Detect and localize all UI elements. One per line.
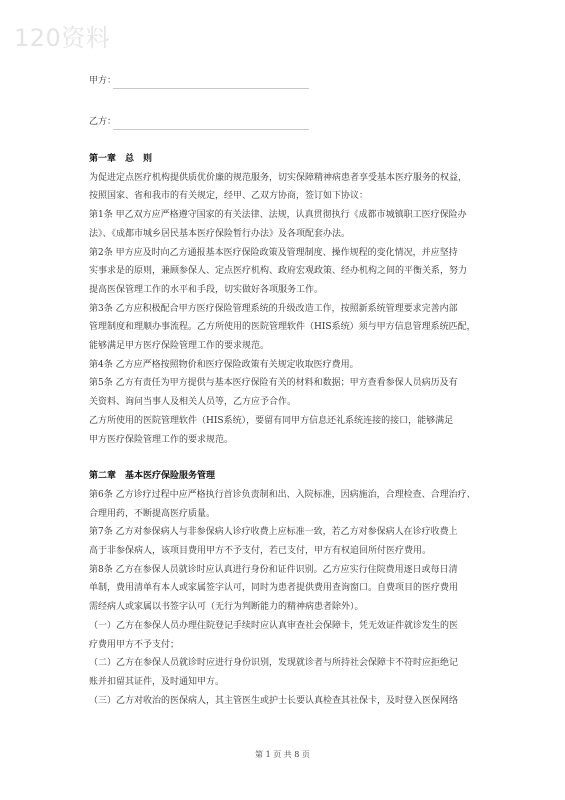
chapter2-paragraph: （三）乙方对收治的医保病人，其主管医生或护士长要认真检查其社保卡，及时登入医保网络 (89, 695, 459, 706)
page-number: 第 1 页 共 8 页 (255, 750, 310, 759)
chapter1-paragraph: 第3条 乙方应积极配合甲方医疗保险管理系统的升级改造工作，按照新系统管理要求完善内部 管理制度和理顺办事流程。乙方所使用的医院管理软件（HIS系统）须与甲方信息管理系统匹配， 能够满足甲方医疗保险管理工作的要求规范。 (89, 303, 476, 352)
chapter2-paragraph: 第6条 乙方诊疗过程中应严格执行首诊负责制和出、入院标准，因病施治，合理检查、合理治疗、 合理用药，不断提高医疗质量。 (89, 489, 476, 519)
watermark-logo: 120资料 (14, 24, 111, 52)
chapter1-paragraph: 第1条 甲乙双方应严格遵守国家的有关法律、法规，认真贯彻执行《成都市城镇职工医疗保险办 法》、《成都市城乡居民基本医疗保险暂行办法》及各项配套办法。 (89, 210, 467, 239)
chapter1-paragraph: 第5条 乙方有责任为甲方提供与基本医疗保险有关的材料和数据；甲方查看参保人员病历及有 关资料、询问当事人及相关人员等，乙方应予合作。 (89, 378, 458, 408)
party-b-underline (113, 129, 309, 130)
party-b-field (89, 114, 309, 127)
chapter1-paragraph: 第2条 甲方应及时向乙方通报基本医疗保险政策及管理制度、操作规程的变化情况，并应坚持 实事求是的原则，兼顾参保人、定点医疗机构、政府宏观政策、经办机构之间的平衡关系，努力 提高医保管理工作的水平和手段，切实做好各项服务工作。 (89, 247, 468, 295)
chapter2-paragraph: 第7条 乙方对参保病人与非参保病人诊疗收费上应标准一致，若乙方对参保病人在诊疗收费上 高于非参保病人，该项目费用甲方不予支付，若已支付，甲方有权追回所付医疗费用。 (89, 527, 458, 557)
party-a-label: 甲方： (89, 76, 117, 86)
chapter1-paragraph: 乙方所使用的医院管理软件（HIS系统），要留有同甲方信息还礼系统连接的接口，能够满足 甲方医疗保险管理工作的要求规范。 (89, 415, 454, 445)
chapter1-paragraph: 为促进定点医疗机构提供质优价廉的规范服务，切实保障精神病患者享受基本医疗服务的权益， 按照国家、省和我市的有关规定，经甲、乙双方协商，签订如下协议： (89, 172, 468, 202)
party-a-field (89, 73, 309, 86)
chapter2-paragraph: （二）乙方在参保人员就诊时应进行身份识别，发现就诊者与所持社会保障卡不符时应拒绝记 账并扣留其证件，及时通知甲方。 (89, 658, 459, 687)
document-body (89, 150, 479, 710)
party-b-label: 乙方： (89, 117, 117, 127)
party-a-underline (113, 88, 309, 89)
chapter2-paragraph: 第8条 乙方在参保人员就诊时应认真进行身份和证件识别。乙方应实行住院费用逐日或每日清 单制，费用清单有本人或家属签字认可，同时为患者提供费用查询窗口。自费项目的医疗费用 需经病人或家属以书签字认可（无行为判断能力的精神病患者除外）。 (89, 564, 459, 613)
section-gap (89, 449, 479, 467)
chapter2-paragraph: （一）乙方在参保人员办理住院登记手续时应认真审查社会保障卡，凭无效证件就诊发生的医 疗费用甲方不予支付； (89, 620, 459, 650)
chapter1-title: 第一章 总 则 (89, 154, 153, 164)
chapter2-title: 第二章 基本医疗保险服务管理 (89, 471, 216, 482)
chapter1-paragraph: 第4条 乙方应严格按照物价和医疗保险政策有关规定收取医疗费用。 (89, 359, 359, 370)
